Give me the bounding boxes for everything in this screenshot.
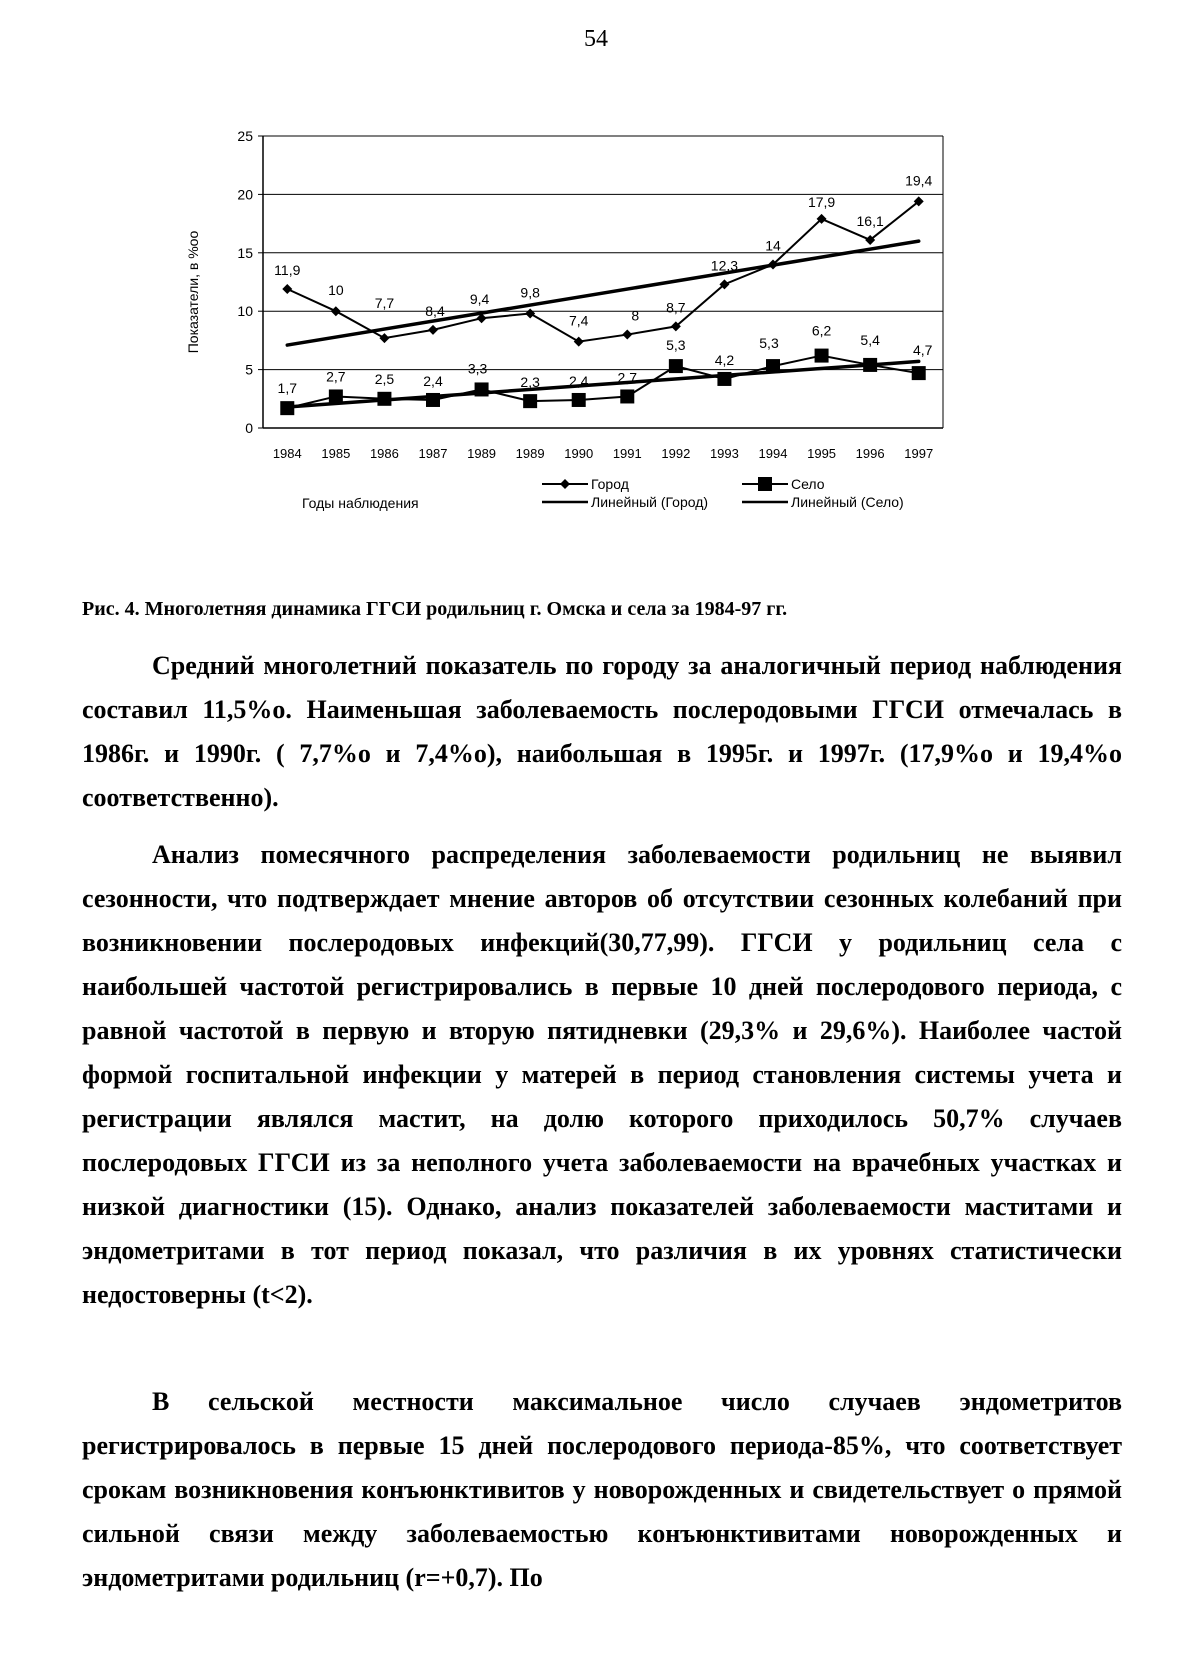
point-marker: [622, 330, 632, 340]
point-marker: [523, 394, 537, 408]
legend: [542, 476, 904, 510]
point-marker: [912, 366, 926, 380]
data-label: 2,4: [568, 372, 589, 389]
data-label: 10: [328, 282, 344, 299]
point-marker: [863, 358, 877, 372]
y-tick-label: 15: [237, 244, 253, 261]
x-axis-title: Годы наблюдения: [302, 495, 419, 511]
data-label: 7,7: [374, 295, 395, 312]
point-marker: [331, 306, 341, 316]
data-label: 4,7: [912, 342, 933, 359]
data-label: 8: [631, 307, 640, 324]
legend-marker: [758, 477, 772, 491]
data-label: 9,4: [469, 291, 490, 308]
point-marker: [282, 284, 292, 294]
x-tick-label: 1991: [612, 446, 642, 461]
point-marker: [717, 372, 731, 386]
point-marker: [280, 401, 294, 415]
legend-item: [742, 494, 904, 510]
data-label: 2,7: [617, 369, 638, 386]
x-tick-label: 1985: [321, 446, 351, 461]
x-tick-label: 1996: [855, 446, 885, 461]
legend-item: [542, 476, 629, 492]
legend-marker: [560, 479, 570, 489]
y-tick-label: 5: [245, 361, 253, 378]
x-tick-label: 1993: [709, 446, 739, 461]
data-label: 8,7: [666, 299, 686, 316]
legend-label: Село: [791, 476, 825, 492]
x-tick-label: 1990: [564, 446, 594, 461]
data-label: 3,3: [467, 360, 488, 377]
x-tick-label: 1984: [272, 446, 302, 461]
point-marker: [428, 325, 438, 335]
line-chart: [180, 130, 1020, 560]
x-tick-label: 1997: [904, 446, 934, 461]
x-tick-label: 1992: [661, 446, 691, 461]
point-marker: [574, 337, 584, 347]
data-label: 2,4: [423, 372, 443, 389]
series-line: [287, 201, 918, 341]
point-marker: [525, 309, 535, 319]
data-label: 9,8: [520, 284, 540, 301]
legend-item: [542, 494, 708, 510]
x-tick-label: 1989: [467, 446, 497, 461]
point-marker: [379, 333, 389, 343]
legend-label: Линейный (Город): [591, 494, 709, 510]
data-label: 2,3: [520, 374, 540, 391]
point-marker: [620, 389, 634, 403]
point-marker: [377, 392, 391, 406]
point-marker: [475, 382, 489, 396]
data-label: 19,4: [905, 172, 933, 189]
data-label: 4,2: [714, 351, 735, 368]
x-tick-label: 1989: [515, 446, 545, 461]
data-label: 17,9: [807, 193, 836, 210]
point-marker: [426, 393, 440, 407]
data-label: 5,3: [666, 337, 686, 354]
y-tick-label: 0: [245, 420, 253, 436]
paragraph-2: Анализ помесячного распределения заболеваемости родильниц не выявил сезонности, что подтверждает мнение авторов об отсутствии сезонных колебаний при возникновении послеродовых инфекций(30,77,99). ГГСИ у родильниц села с наибольшей частотой регистрировались в первые 10 дней послеродового периода, с равной частотой в первую и вторую пятидневки (29,3% и 29,6%). Наиболее частой формой госпитальной инфекции у матерей в период становления системы учета и регистрации являлся мастит, на долю которого приходилось 50,7% случаев послеродовых ГГСИ из за неполного учета заболеваемости на врачебных участках и низкой диагностики (15). Однако, анализ показателей заболеваемости маститами и эндометритами в тот период показал, что различия в их уровнях статистически недостоверны (t<2).: [82, 840, 1122, 1309]
data-label: 2,5: [374, 370, 395, 387]
point-marker: [572, 393, 586, 407]
data-label: 2,7: [326, 368, 346, 385]
data-label: 16,1: [856, 212, 884, 229]
point-marker: [329, 389, 343, 403]
figure-caption: Рис. 4. Многолетняя динамика ГГСИ родильниц г. Омска и села за 1984-97 гг.: [82, 598, 788, 620]
page-number: 54: [584, 26, 608, 52]
paragraph-1: Средний многолетний показатель по городу за аналогичный период наблюдения составил 11,5%о. Наименьшая заболеваемость послеродовыми ГГСИ отмечалась в 1986г. и 1990г. ( 7,7%о и 7,4%о), наибольшая в 1995г. и 1997г. (17,9%о и 19,4%о соответственно).: [82, 651, 1122, 812]
legend-label: Город: [591, 476, 629, 492]
x-tick-label: 1994: [758, 446, 788, 461]
data-label: 5,3: [759, 335, 779, 352]
data-label: 12,3: [710, 257, 739, 274]
paragraph-3: В сельской местности максимальное число случаев эндометритов регистрировалось в первые 15 дней послеродового периода-85%, что соответствует срокам возникновения конъюнктивитов у новорожденных и свидетельствует о прямой сильной связи между заболеваемостью конъюнктивитами новорожденных и эндометритами родильниц (r=+0,7). По: [82, 1387, 1122, 1592]
data-label: 7,4: [568, 312, 589, 329]
y-tick-label: 25: [237, 130, 253, 144]
data-label: 8,4: [425, 302, 445, 319]
axes: [185, 130, 943, 511]
point-marker: [669, 359, 683, 373]
data-label: 1,7: [277, 380, 298, 397]
x-tick-label: 1986: [369, 446, 399, 461]
data-label: 5,4: [860, 331, 880, 348]
x-tick-label: 1987: [418, 446, 448, 461]
point-marker: [815, 349, 829, 363]
legend-item: [742, 476, 825, 492]
x-tick-label: 1995: [807, 446, 837, 461]
point-marker: [766, 359, 780, 373]
y-tick-label: 20: [237, 186, 253, 203]
data-label: 14: [765, 237, 781, 254]
legend-label: Линейный (Село): [791, 494, 904, 510]
y-axis-title: Показатели, в %оо: [185, 230, 201, 354]
data-label: 11,9: [274, 262, 301, 279]
data-label: 6,2: [811, 322, 832, 339]
y-tick-label: 10: [237, 303, 253, 320]
data-labels: [274, 172, 932, 396]
